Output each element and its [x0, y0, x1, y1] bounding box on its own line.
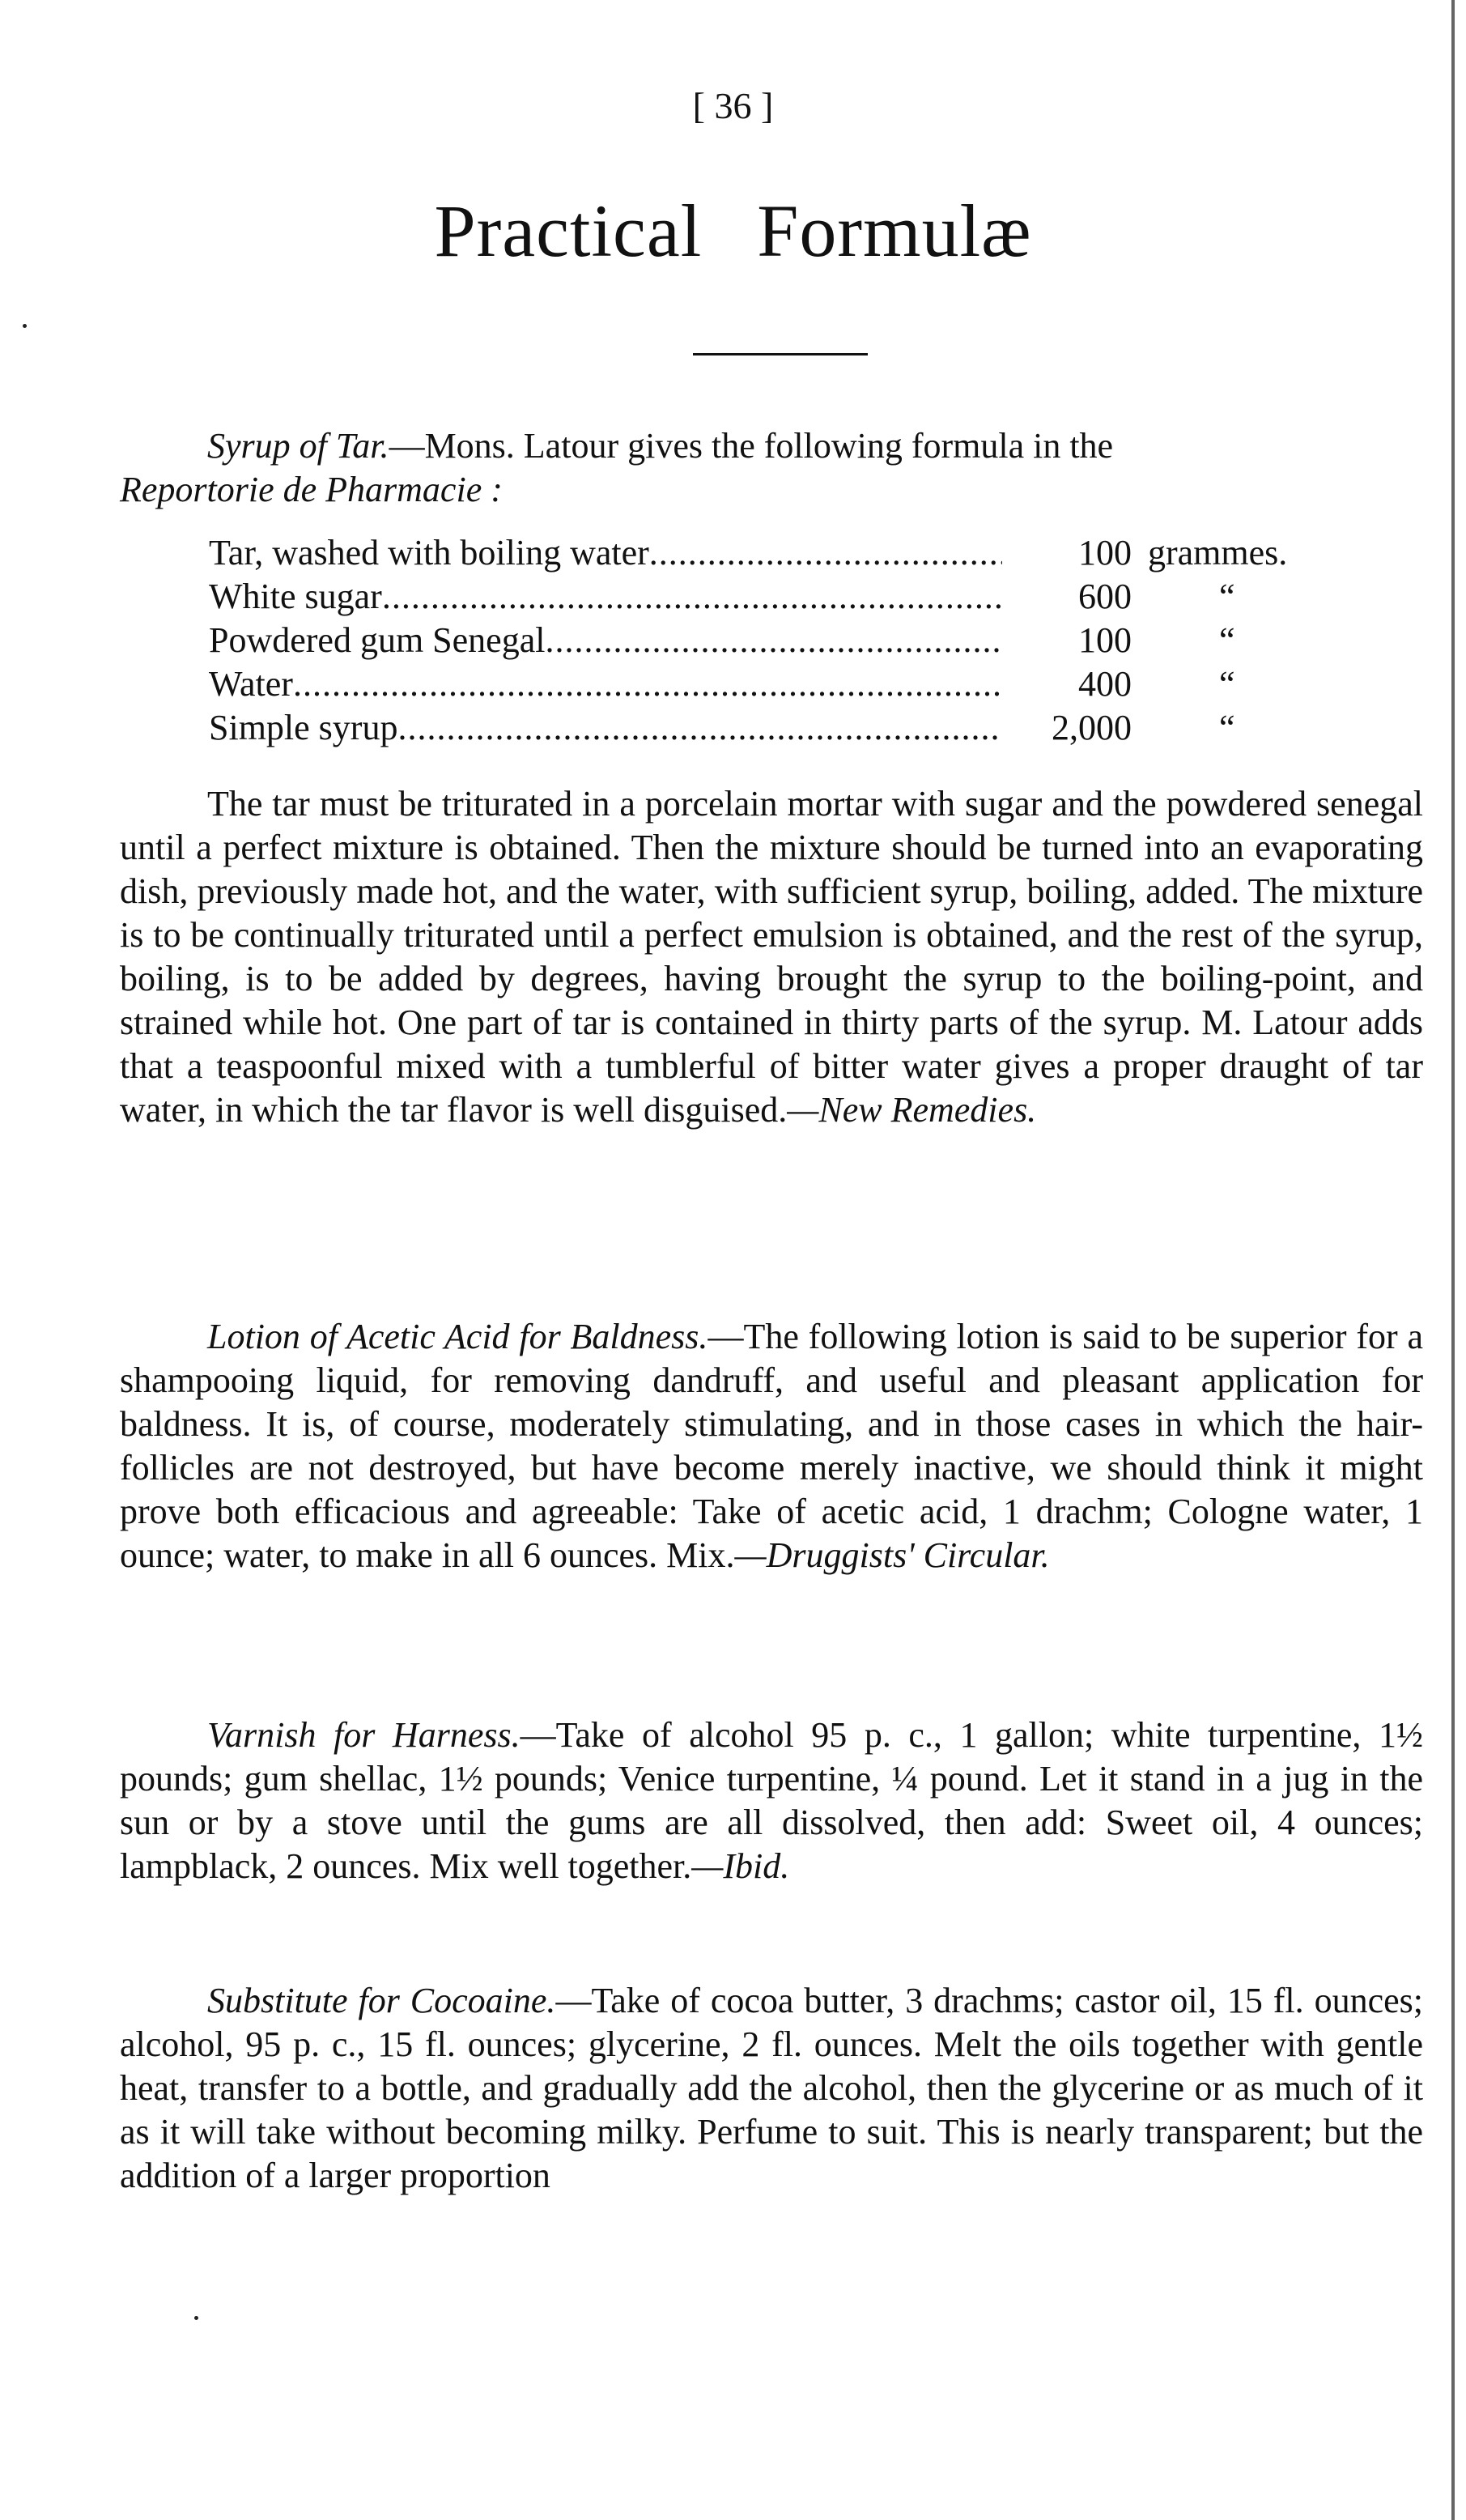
ingredient-qty: 2,000: [1052, 708, 1132, 747]
page-title: Practical Formulæ: [434, 189, 1032, 272]
syrup-of-tar-body: [120, 782, 1423, 1132]
formula-table: [209, 531, 1358, 750]
syrup-body: The tar must be triturated in a porcelain mortar with sugar and the powdered senegal until a perfect mixture is obtained. Then the mixture should be turned into an evaporating dish, previously made hot, and the water, with sufficient syrup, boiling, added. The mixture is to be continually triturated until a perfect emulsion is obtained, and the rest of the syrup, boiling, is to be added by degrees, having brought the syrup to the boiling-point, and strained while hot. One part of tar is contained in thirty parts of the syrup. M. Latour adds that a teaspoonful mixed with a tumblerful of bitter water gives a proper draught of tar water, in which the tar flavor is well disguised.: [120, 784, 1423, 1130]
ingredient-name: Tar, washed with boiling water: [209, 533, 649, 573]
varnish-credit: —Ibid.: [691, 1846, 790, 1886]
ingredient-unit: “: [1219, 664, 1235, 704]
cocoaine-body: —Take of cocoa butter, 3 drachms; castor oil, 15 fl. ounces; alcohol, 95 p. c., 15 fl. ounces; glycerine, 2 fl. ounces. Melt the oils together with gentle heat, transfer to a bottle, and gradually add the alcohol, then the glycerine or as much of it as it will take without becoming milky. Perfume to suit. This is nearly transparent; but the addition of a larger proportion: [120, 1981, 1424, 2195]
syrup-of-tar-heading: [120, 424, 1423, 512]
ingredient-name: Water: [209, 664, 293, 704]
scan-speck: [194, 2316, 198, 2320]
formula-row: [209, 531, 1358, 575]
ingredient-name: Powdered gum Senegal: [209, 620, 546, 660]
varnish-section: [120, 1713, 1423, 1888]
page-edge-border: [1451, 0, 1455, 2520]
leader-dots: [545, 619, 1002, 662]
syrup-credit: —New Remedies.: [787, 1090, 1037, 1130]
formula-row: [209, 706, 1358, 750]
leader-dots: [382, 575, 1002, 619]
leader-dots: [397, 706, 1002, 750]
formula-row: [209, 619, 1358, 662]
syrup-source: Reportorie de Pharmacie :: [120, 470, 503, 509]
ingredient-qty: 100: [1078, 533, 1132, 573]
ingredient-unit: “: [1219, 708, 1235, 747]
leader-dots: [649, 531, 1002, 575]
lotion-credit: —Druggists' Circular.: [734, 1535, 1050, 1575]
lotion-body: —The following lotion is said to be superior for a shampooing liquid, for removing dandruff, and useful and pleasant application for baldness. It is, of course, moderately stimulating, and in those cases in which the hair-follicles are not destroyed, but have become merely inactive, we should think it might prove both efficacious and agreeable: Take of acetic acid, 1 drachm; Cologne water, 1 ounce; water, to make in all 6 ounces. Mix.: [120, 1317, 1423, 1575]
formula-row: [209, 662, 1358, 706]
syrup-intro: —Mons. Latour gives the following formula in the: [389, 426, 1114, 466]
ingredient-name: Simple syrup: [209, 708, 398, 747]
syrup-title: Syrup of Tar.: [207, 426, 389, 466]
formula-row: [209, 575, 1358, 619]
ingredient-name: White sugar: [209, 577, 382, 616]
varnish-body: —Take of alcohol 95 p. c., 1 gallon; white turpentine, 1½ pounds; gum shellac, 1½ pounds; Venice turpentine, ¼ pound. Let it stand in a jug in the sun or by a stove until the gums are all dissolved, then add: Sweet oil, 4 ounces; lampblack, 2 ounces. Mix well together.: [120, 1715, 1423, 1886]
lotion-title: Lotion of Acetic Acid for Baldness.: [207, 1317, 708, 1356]
varnish-title: Varnish for Harness.: [207, 1715, 521, 1755]
ingredient-unit: “: [1219, 620, 1235, 660]
ingredient-qty: 400: [1078, 664, 1132, 704]
ingredient-qty: 100: [1078, 620, 1132, 660]
scan-speck: [23, 324, 27, 328]
cocoaine-section: [120, 1979, 1423, 2198]
leader-dots: [293, 662, 1002, 706]
ingredient-unit: grammes.: [1148, 533, 1288, 573]
cocoaine-title: Substitute for Cocoaine.: [207, 1981, 556, 2020]
page-number: [ 36 ]: [692, 85, 774, 126]
ingredient-unit: “: [1219, 577, 1235, 616]
ingredient-qty: 600: [1078, 577, 1132, 616]
title-rule: [693, 353, 868, 355]
lotion-section: [120, 1315, 1423, 1577]
